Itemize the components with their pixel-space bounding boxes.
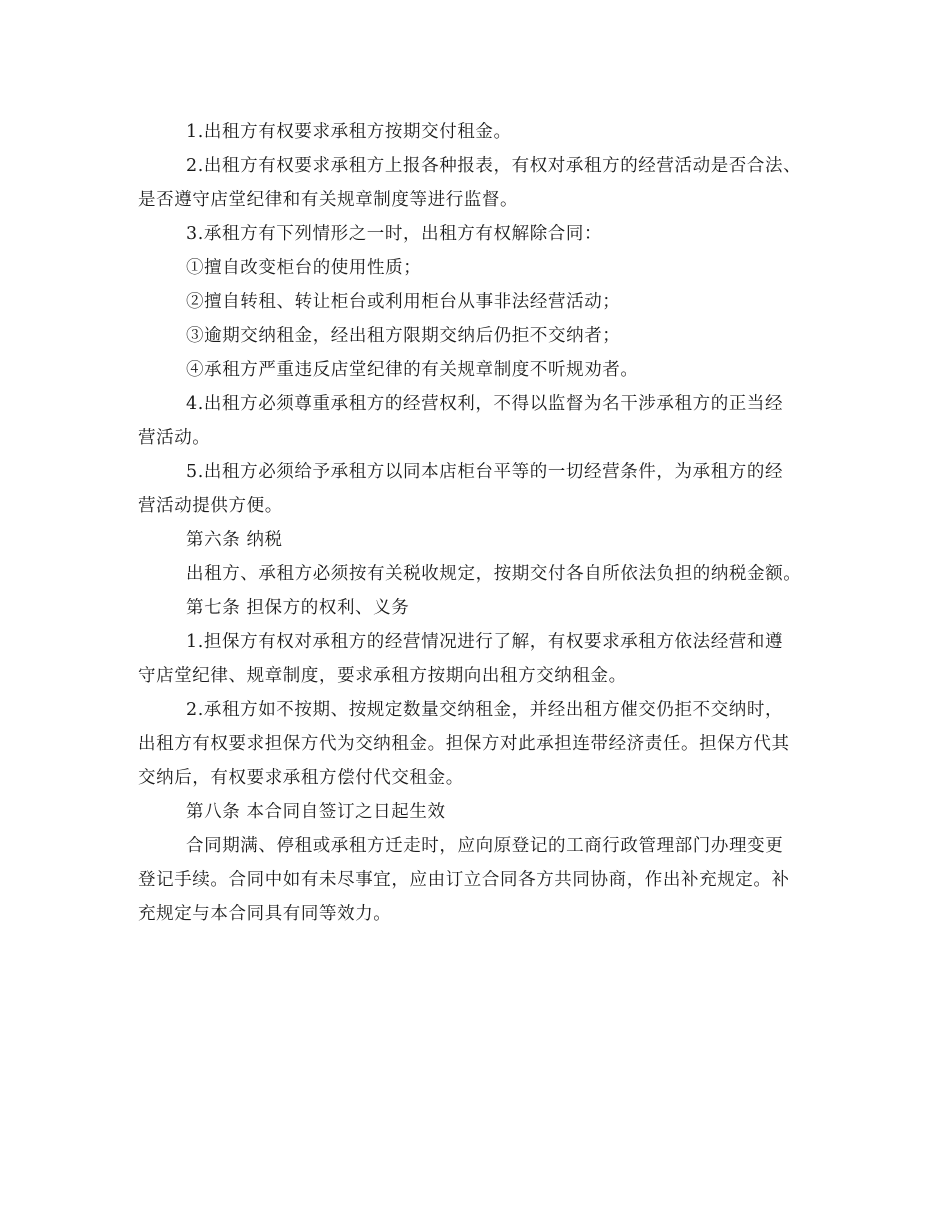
text-line: ④承租方严重违反店堂纪律的有关规章制度不听规劝者。 xyxy=(186,360,639,380)
text-line: 1.出租方有权要求承租方按期交付租金。 xyxy=(186,122,512,142)
text-line: 2.承租方如不按期、按规定数量交纳租金，并经出租方催交仍拒不交纳时， xyxy=(186,700,784,720)
text-line: 3.承租方有下列情形之一时，出租方有权解除合同： xyxy=(186,224,603,244)
section-heading: 第八条 本合同自签订之日起生效 xyxy=(186,802,446,822)
text-line: 充规定与本合同具有同等效力。 xyxy=(138,904,392,924)
contract-body xyxy=(138,115,818,931)
text-line: 交纳后，有权要求承租方偿付代交租金。 xyxy=(138,768,464,788)
text-line: 营活动。 xyxy=(138,428,211,448)
text-line: 营活动提供方便。 xyxy=(138,496,283,516)
text-line: 出租方、承租方必须按有关税收规定，按期交付各自所依法负担的纳税金额。 xyxy=(186,564,802,584)
text-line: 是否遵守店堂纪律和有关规章制度等进行监督。 xyxy=(138,190,519,210)
text-line: 登记手续。合同中如有未尽事宜，应由订立合同各方共同协商，作出补充规定。补 xyxy=(138,870,790,890)
text-line: 合同期满、停租或承租方迁走时，应向原登记的工商行政管理部门办理变更 xyxy=(186,836,784,856)
text-line: 4.出租方必须尊重承租方的经营权利，不得以监督为名干涉承租方的正当经 xyxy=(186,394,784,414)
section-heading: 第六条 纳税 xyxy=(186,530,283,550)
text-line: 1.担保方有权对承租方的经营情况进行了解，有权要求承租方依法经营和遵 xyxy=(186,632,784,652)
text-line: 5.出租方必须给予承租方以同本店柜台平等的一切经营条件，为承租方的经 xyxy=(186,462,784,482)
text-line: 出租方有权要求担保方代为交纳租金。担保方对此承担连带经济责任。担保方代其 xyxy=(138,734,790,754)
text-line: ②擅自转租、转让柜台或利用柜台从事非法经营活动； xyxy=(186,292,621,312)
text-line: ③逾期交纳租金，经出租方限期交纳后仍拒不交纳者； xyxy=(186,326,621,346)
text-line: 守店堂纪律、规章制度，要求承租方按期向出租方交纳租金。 xyxy=(138,666,627,686)
section-heading: 第七条 担保方的权利、义务 xyxy=(186,598,410,618)
text-line: ①擅自改变柜台的使用性质； xyxy=(186,258,422,278)
text-line: 2.出租方有权要求承租方上报各种报表，有权对承租方的经营活动是否合法、 xyxy=(186,156,802,176)
